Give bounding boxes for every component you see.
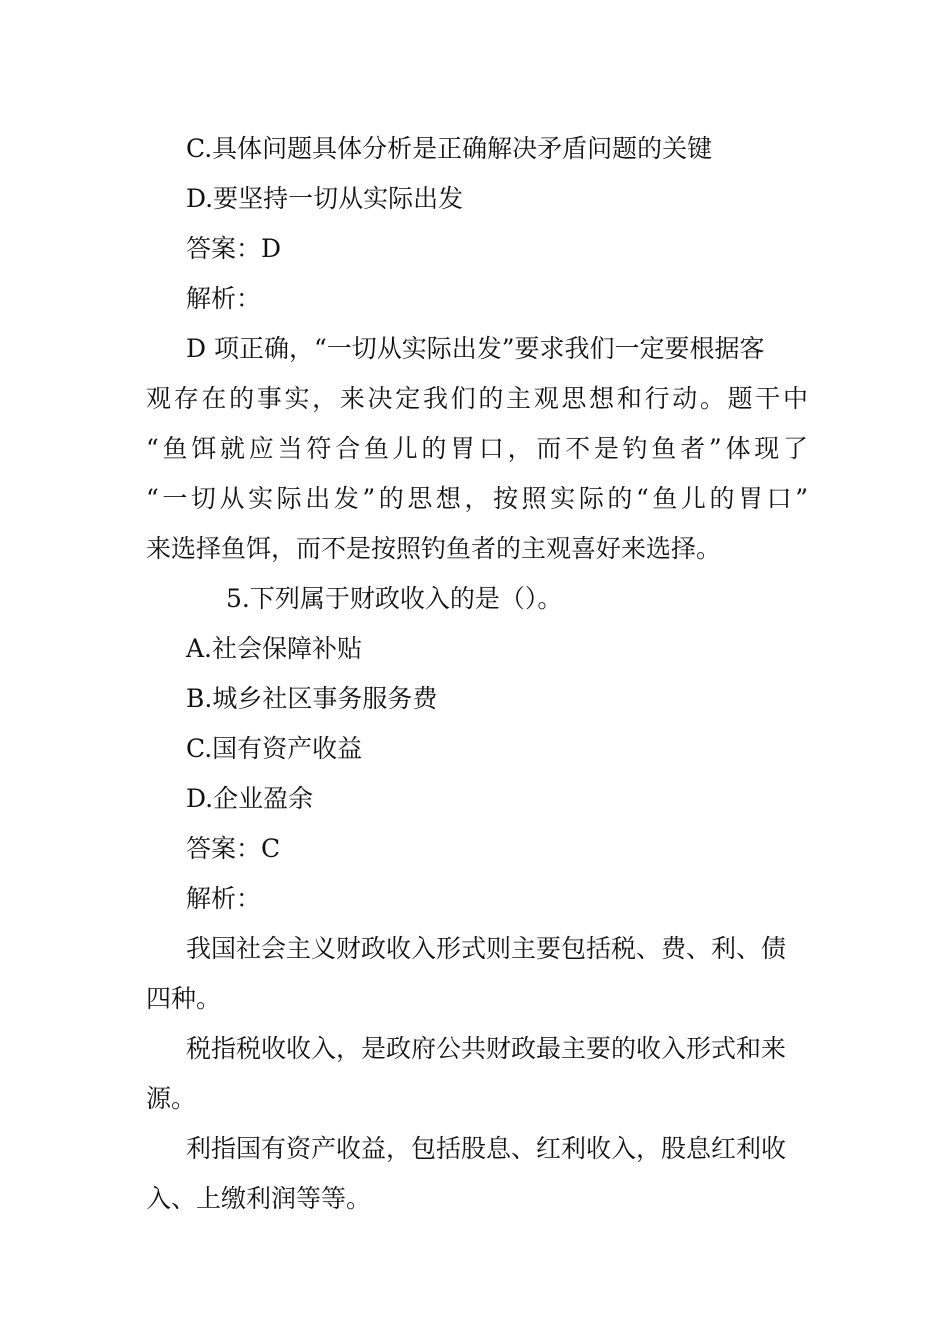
q5-para2-line-1: 税指税收收入，是政府公共财政最主要的收入形式和来 xyxy=(186,1034,787,1063)
q4-analysis-line-3: “鱼饵就应当符合鱼儿的胃口，而不是钓鱼者”体现了 xyxy=(146,434,808,463)
q5-para1-line-1: 我国社会主义财政收入形式则主要包括税、费、利、债 xyxy=(186,934,787,963)
q4-analysis-label: 解析： xyxy=(186,284,262,313)
q4-analysis-line-4: “一切从实际出发”的思想，按照实际的“鱼儿的胃口” xyxy=(146,484,808,513)
q5-option-a: A.社会保障补贴 xyxy=(186,634,363,663)
q4-option-c: C.具体问题具体分析是正确解决矛盾问题的关键 xyxy=(186,134,713,163)
q4-answer: 答案：D xyxy=(186,234,282,263)
q5-question: 5.下列属于财政收入的是（）。 xyxy=(226,584,563,613)
q4-analysis-line-5: 来选择鱼饵，而不是按照钓鱼者的主观喜好来选择。 xyxy=(146,534,722,563)
q5-para1-line-2: 四种。 xyxy=(146,984,222,1013)
q4-analysis-line-2: 观存在的事实，来决定我们的主观思想和行动。题干中 xyxy=(146,384,808,413)
q5-para3-line-2: 入、上缴利润等等。 xyxy=(146,1184,372,1213)
q5-analysis-label: 解析： xyxy=(186,884,262,913)
q5-answer: 答案：C xyxy=(186,834,281,863)
q5-option-c: C.国有资产收益 xyxy=(186,734,363,763)
q5-para2-line-2: 源。 xyxy=(146,1084,197,1113)
q5-option-d: D.企业盈余 xyxy=(186,784,314,813)
q5-para3-line-1: 利指国有资产收益，包括股息、红利收入，股息红利收 xyxy=(186,1134,787,1163)
q5-option-b: B.城乡社区事务服务费 xyxy=(186,684,438,713)
q4-analysis-line-1: D 项正确，“一切从实际出发”要求我们一定要根据客 xyxy=(186,334,765,363)
q4-option-d: D.要坚持一切从实际出发 xyxy=(186,184,464,213)
